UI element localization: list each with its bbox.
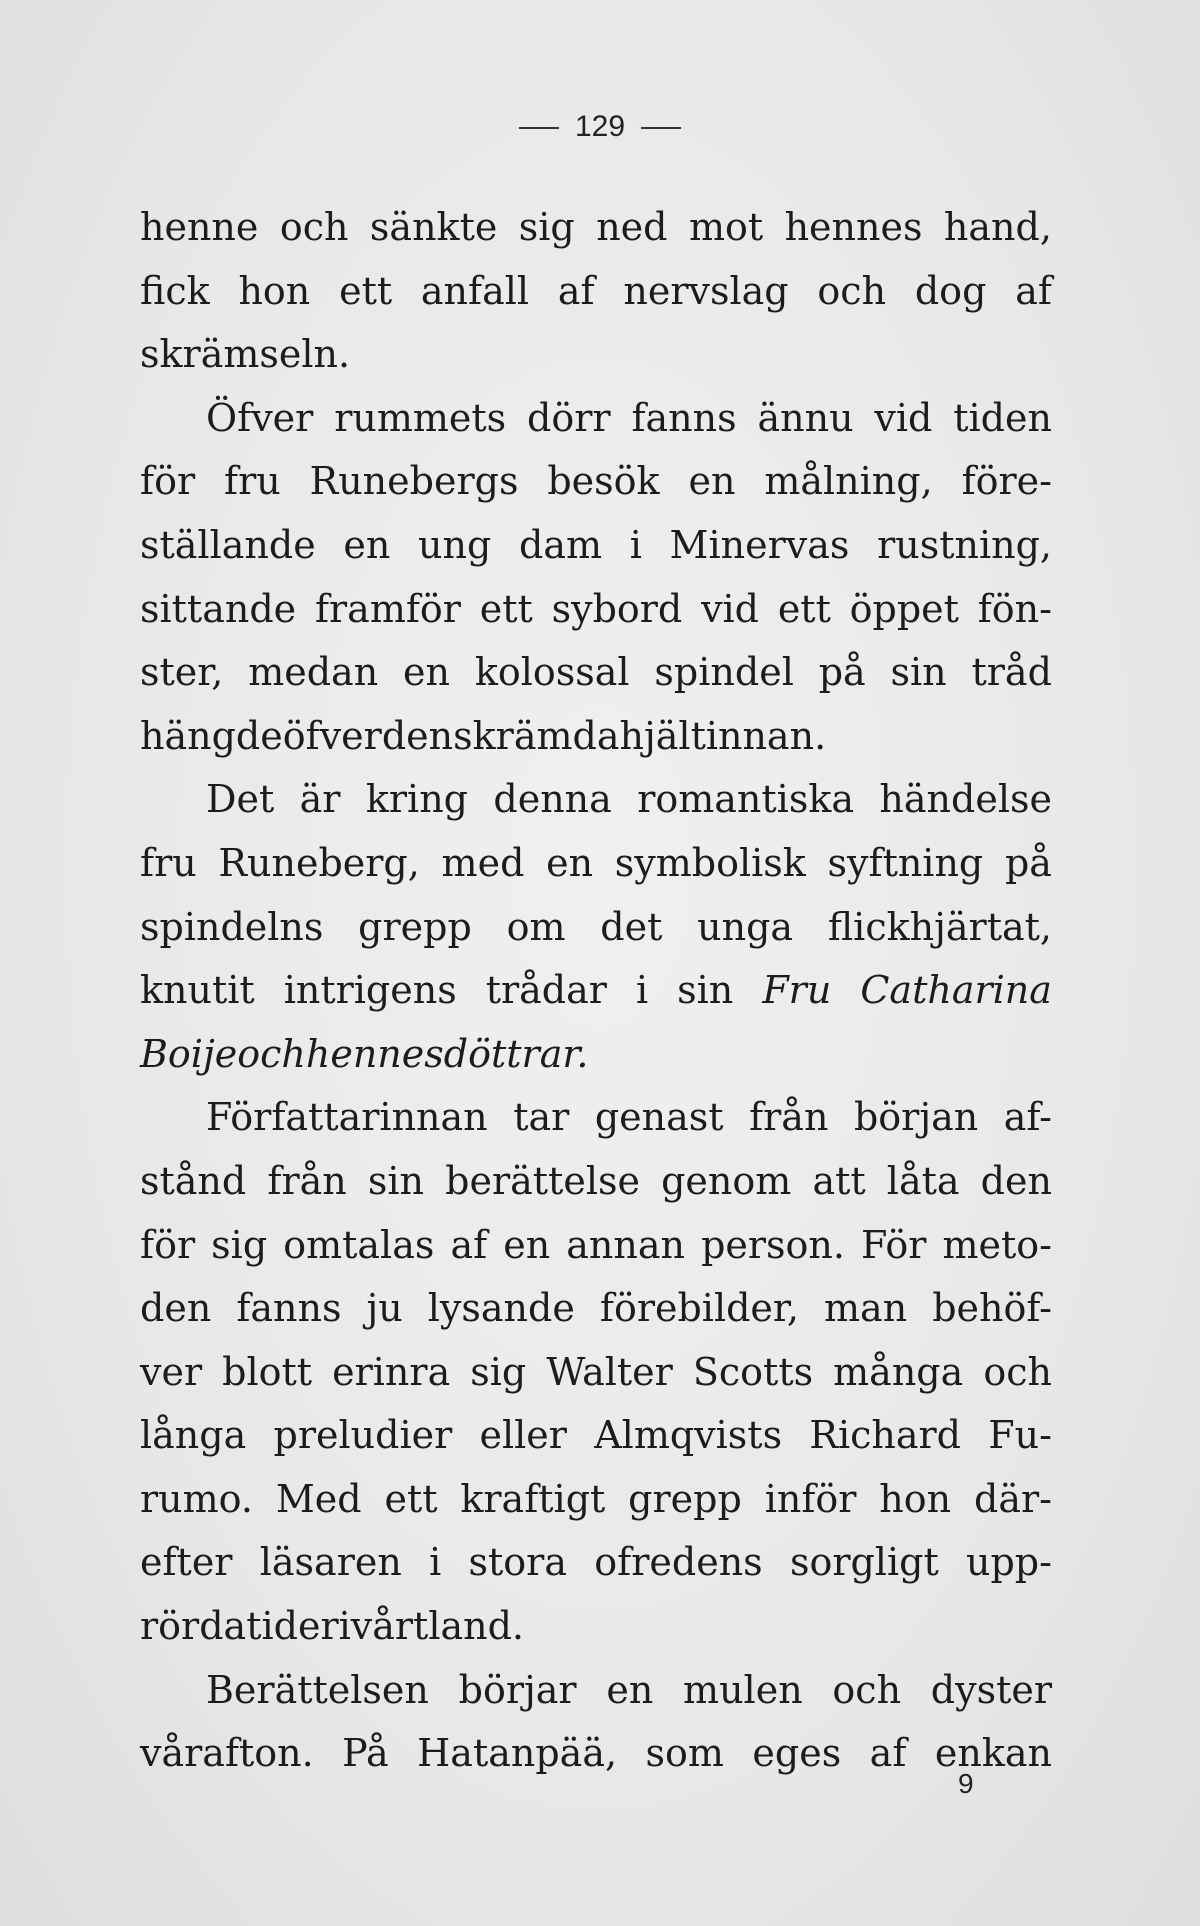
text-word: och [817,268,887,313]
text-word: För [861,1222,927,1267]
text-word: före- [961,459,1052,504]
text-word: denna [493,777,612,822]
text-word: På [342,1731,389,1776]
text-word: behöf- [932,1286,1052,1331]
text-word: sin [677,968,734,1013]
text-word: Catharina [860,968,1052,1013]
text-word: ver [140,1349,203,1394]
text-word: annan [566,1222,685,1267]
text-word: fick [140,268,210,313]
text-word: tiden [953,395,1052,440]
text-word: Runebergs [309,459,519,504]
text-word: förebilder, [599,1286,799,1331]
header-dash-right [641,127,681,129]
text-line [140,832,1052,896]
text-word: om [506,904,566,949]
text-word: Berättelsen [206,1667,429,1712]
text-word: Scotts [692,1349,814,1394]
text-word: person. [701,1222,845,1267]
text-word: i [338,1604,351,1649]
text-line [140,1214,1052,1278]
text-word: i [429,1540,442,1585]
text-word: en [688,459,736,504]
text-word: vårt [350,1604,429,1649]
text-word: genom [661,1158,792,1203]
text-word: där- [974,1476,1052,1521]
text-word: Fu- [988,1413,1052,1458]
text-word: eller [479,1413,567,1458]
text-word: den [140,1286,212,1331]
text-word: af [869,1731,907,1776]
text-word: för [140,1222,196,1267]
text-word: den [381,713,454,758]
text-word: med [441,840,525,885]
text-line [140,196,1052,260]
text-word: öppet [849,586,959,631]
text-word: af [450,1222,488,1267]
text-word: upp- [965,1540,1052,1585]
text-word: för [140,459,196,504]
text-word: en [503,1222,551,1267]
text-word: sig [518,205,575,249]
text-line [140,450,1052,514]
page-number: 129 [574,110,626,143]
text-word: ofredens [594,1540,763,1585]
text-word: fanns [236,1286,342,1331]
text-word: hon [238,268,311,313]
text-word: tråd [971,650,1052,695]
text-word: genast [594,1095,724,1140]
text-line [140,387,1052,451]
text-word: Med [275,1476,362,1521]
text-word: mulen [683,1667,803,1712]
text-word: ännu [757,395,854,440]
text-word: grepp [358,904,472,949]
text-word: och [237,1031,306,1076]
text-word: enkan [934,1731,1052,1776]
text-line [140,641,1052,705]
text-word: knutit [140,968,255,1013]
signature-mark: 9 [958,1768,974,1799]
text-word: Minervas [669,522,850,567]
text-word: anfall [420,268,530,313]
text-word: trådar [485,968,607,1013]
text-word: Det [206,777,275,822]
text-word: besök [547,459,660,504]
text-word: af [557,268,595,313]
text-word: framför [314,586,461,631]
text-word: händelse [879,777,1052,822]
text-word: fru [140,840,197,885]
text-word: är [299,777,341,822]
text-word: sin [367,1158,425,1203]
text-word: sorgligt [789,1540,939,1585]
text-word: flickhjärtat, [827,904,1052,949]
text-word: berättelse [445,1158,640,1203]
text-word: den [980,1158,1052,1203]
text-word: i [629,522,642,567]
text-word: grepp [628,1476,742,1521]
text-word: ung [418,522,492,567]
text-word: ju [366,1286,403,1331]
text-word: och [832,1667,902,1712]
text-word: lysande [427,1286,575,1331]
text-word: ett [339,268,393,313]
text-word: tar [513,1095,570,1140]
text-word: målning, [764,459,933,504]
header-dash-left [519,127,559,129]
text-word: symbolisk [614,840,806,885]
text-word: spindel [654,650,794,695]
text-word: vid [701,586,760,631]
text-line [140,514,1052,578]
text-word: skrämda [453,713,620,758]
text-word: spindelns [140,904,324,949]
text-word: och [983,1349,1052,1394]
text-word: som [645,1731,724,1776]
text-word: hennes [784,205,923,249]
text-word: dyster [930,1667,1052,1712]
text-line [140,1595,1052,1659]
text-word: fanns [631,395,737,440]
text-word: Almqvists [594,1413,783,1458]
text-word: många [833,1349,964,1394]
text-word: efter [140,1540,233,1585]
text-word: romantiska [637,777,855,822]
text-word: nervslag [623,268,789,313]
text-word: långa [140,1413,247,1458]
text-word: hjältinnan. [619,713,827,758]
text-word: ett [384,1476,438,1521]
text-word: kraftigt [460,1476,606,1521]
text-word: sin [890,650,947,695]
text-word: Boije [140,1031,238,1076]
text-word: vårafton. [140,1731,314,1776]
text-word: sybord [551,586,683,631]
text-word: stora [468,1540,568,1585]
text-line [140,1468,1052,1532]
text-word: sittande [140,586,297,631]
text-word: ett [777,586,831,631]
text-word: hon [879,1476,952,1521]
text-word: att [812,1158,866,1203]
text-word: man [824,1286,908,1331]
text-line [140,1531,1052,1595]
text-word: henne [140,205,259,249]
text-line [140,1277,1052,1341]
text-word: hand, [943,205,1052,249]
text-word: intrigens [283,968,457,1013]
text-word: preludier [273,1413,453,1458]
text-word: Walter [546,1349,673,1394]
text-word: från [267,1158,347,1203]
text-word: Öfver [206,395,314,440]
text-word: döttrar. [443,1031,589,1076]
text-word: hennes [305,1031,444,1076]
text-word: ster, [140,650,224,695]
text-line [140,896,1052,960]
text-word: en [546,840,594,885]
text-word: en [606,1667,654,1712]
text-word: mot [688,205,764,249]
text-line [140,1150,1052,1214]
text-line [140,323,1052,387]
text-line [140,768,1052,832]
text-word: börjar [458,1667,577,1712]
text-word: kolossal [474,650,630,695]
text-word: det [600,904,663,949]
text-word: af- [1003,1095,1052,1140]
text-word: ned [596,205,668,249]
page-header [0,110,1200,144]
text-word: hängde [140,713,283,758]
text-word: rumo. [140,1476,253,1521]
text-word: Fru [762,968,832,1013]
text-line [140,1086,1052,1150]
text-word: på [1004,840,1052,885]
text-word: vid [874,395,933,440]
text-word: öfver [282,713,382,758]
text-line [140,578,1052,642]
text-word: Richard [809,1413,961,1458]
text-word: Hatanpää, [417,1731,618,1776]
text-line [140,959,1052,1023]
text-word: ställande [140,522,316,567]
text-line [140,705,1052,769]
text-word: omtalas [283,1222,435,1267]
text-word: skrämseln. [140,332,351,377]
body-text [140,196,1052,1786]
text-word: tider [246,1604,339,1649]
text-word: i [635,968,649,1013]
text-word: sig [211,1222,268,1267]
text-word: stånd [140,1158,247,1203]
text-word: rustning, [877,522,1052,567]
text-word: på [818,650,866,695]
text-word: inför [764,1476,857,1521]
text-line [140,1659,1052,1723]
text-word: af [1015,268,1052,313]
text-word: dog [914,268,987,313]
text-line [140,1722,1052,1786]
text-word: medan [248,650,379,695]
text-word: början [853,1095,979,1140]
text-word: rörda [140,1604,247,1649]
text-word: ett [479,586,533,631]
text-word: Författarinnan [206,1095,488,1140]
text-word: blott [222,1349,313,1394]
text-word: Runeberg, [218,840,420,885]
text-line [140,1023,1052,1087]
text-word: fön- [977,586,1052,631]
text-word: unga [697,904,794,949]
text-word: läsaren [259,1540,402,1585]
text-line [140,1341,1052,1405]
text-word: meto- [942,1222,1052,1267]
text-word: rummets [334,395,507,440]
text-word: sig [470,1349,527,1394]
text-word: erinra [332,1349,451,1394]
text-word: sänkte [369,205,498,249]
text-word: syftning [827,840,984,885]
text-word: och [279,205,349,249]
text-word: en [403,650,450,695]
text-word: eges [752,1731,842,1776]
text-word: dam [519,522,603,567]
text-line [140,1404,1052,1468]
text-line [140,260,1052,324]
text-word: dörr [527,395,611,440]
text-word: land. [428,1604,525,1649]
text-word: fru [224,459,281,504]
text-word: en [343,522,391,567]
text-word: kring [365,777,468,822]
text-word: från [749,1095,829,1140]
text-word: låta [886,1158,960,1203]
